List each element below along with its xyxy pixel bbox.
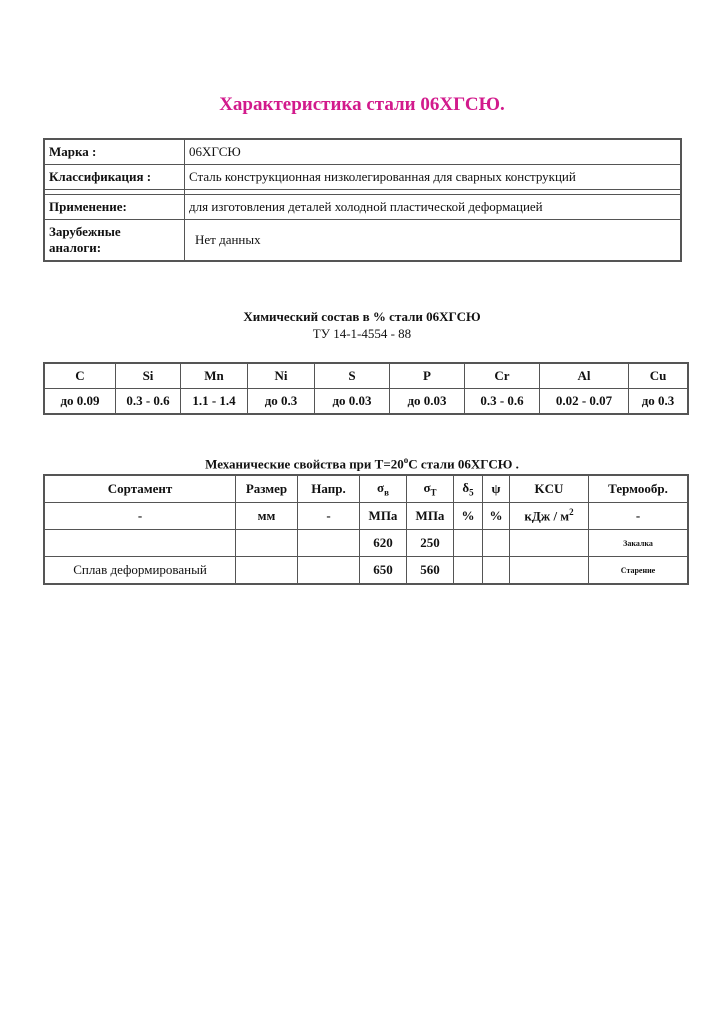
chem-title: Химический состав в % стали 06ХГСЮ [243,309,481,324]
analog-label-line2: аналоги: [49,240,102,255]
mech-cell-sigma-v: 650 [360,557,407,585]
info-row-analog [44,220,681,262]
chem-value-row [44,389,688,415]
mech-title-post: С стали 06ХГСЮ . [408,456,519,472]
mech-header-termo: Термообр. [589,475,689,503]
mech-unit-napr: - [298,503,360,530]
chem-table [43,362,689,415]
mech-cell-delta [454,557,483,585]
mech-title-pre: Механические свойства при Т=20 [205,456,404,472]
mech-header-psi: ψ [483,475,510,503]
mech-cell-termo: Старение [589,557,689,585]
chem-value-si: 0.3 - 0.6 [116,389,181,415]
info-row-marka [44,139,681,165]
mech-units-row [44,503,688,530]
chem-header-cu: Cu [629,363,689,389]
chem-value-cu: до 0.3 [629,389,689,415]
class-label: Классификация : [44,165,185,190]
mech-unit-sigma-t: МПа [407,503,454,530]
delta-sub: 5 [469,487,474,498]
chem-header-mn: Mn [181,363,248,389]
mech-cell-sigma-t: 250 [407,530,454,557]
chem-value-mn: 1.1 - 1.4 [181,389,248,415]
chem-value-p: до 0.03 [390,389,465,415]
mech-cell-kcu [510,557,589,585]
chem-header-row [44,363,688,389]
sigma-t-sub: T [430,487,437,498]
mech-table [43,474,689,585]
mech-header-napr: Напр. [298,475,360,503]
page-title: Характеристика стали 06ХГСЮ. [219,94,505,115]
chem-header-ni: Ni [248,363,315,389]
sigma-v-symbol: σ [377,480,385,496]
chem-header-si: Si [116,363,181,389]
sigma-v-sub: в [384,487,389,498]
chem-value-ni: до 0.3 [248,389,315,415]
mech-cell-kcu [510,530,589,557]
mech-unit-termo: - [589,503,689,530]
kcu-unit-text: кДж / м [524,508,570,524]
mech-header-sigma-v [360,475,407,503]
mech-unit-razmer: мм [236,503,298,530]
use-value: для изготовления деталей холодной пластической деформацией [185,195,682,220]
mech-cell-sortament: Сплав деформированый [44,557,236,585]
mech-header-razmer: Размер [236,475,298,503]
mech-header-row [44,475,688,503]
chem-value-cr: 0.3 - 0.6 [465,389,540,415]
marka-value: 06ХГСЮ [185,139,682,165]
mech-cell-psi [483,557,510,585]
mech-cell-termo: Закалка [589,530,689,557]
mech-cell-sigma-t: 560 [407,557,454,585]
info-row-use [44,195,681,220]
mech-header-kcu: KCU [510,475,589,503]
chem-header-s: S [315,363,390,389]
chem-value-al: 0.02 - 0.07 [540,389,629,415]
chem-value-s: до 0.03 [315,389,390,415]
chem-header-al: Al [540,363,629,389]
info-table [43,138,682,262]
mech-data-row [44,530,688,557]
mech-unit-sigma-v: МПа [360,503,407,530]
mech-header-sigma-t [407,475,454,503]
marka-label: Марка : [44,139,185,165]
info-row-class [44,165,681,190]
mech-header-delta [454,475,483,503]
analog-label-line1: Зарубежные [49,224,121,239]
chem-value-c: до 0.09 [44,389,116,415]
mech-title [0,455,724,472]
mech-unit-psi: % [483,503,510,530]
mech-unit-kcu [510,503,589,530]
chem-header-c: C [44,363,116,389]
use-label: Применение: [44,195,185,220]
mech-cell-razmer [236,530,298,557]
mech-title-sup: o [403,455,409,465]
delta-symbol: δ [462,480,470,496]
kcu-unit-sup: 2 [569,507,574,518]
mech-data-row [44,557,688,585]
mech-header-sortament: Сортамент [44,475,236,503]
mech-cell-delta [454,530,483,557]
analog-value: Нет данных [185,220,682,262]
mech-cell-sortament [44,530,236,557]
mech-cell-sigma-v: 620 [360,530,407,557]
chem-header-cr: Cr [465,363,540,389]
analog-label [44,220,185,262]
chem-header-p: P [390,363,465,389]
mech-cell-psi [483,530,510,557]
mech-unit-delta: % [454,503,483,530]
sigma-t-symbol: σ [423,480,431,496]
mech-cell-napr [298,557,360,585]
chem-standard: ТУ 14-1-4554 - 88 [312,326,412,341]
class-value: Сталь конструкционная низколегированная для сварных конструкций [185,165,682,190]
mech-cell-napr [298,530,360,557]
mech-unit-sortament: - [44,503,236,530]
mech-cell-razmer [236,557,298,585]
